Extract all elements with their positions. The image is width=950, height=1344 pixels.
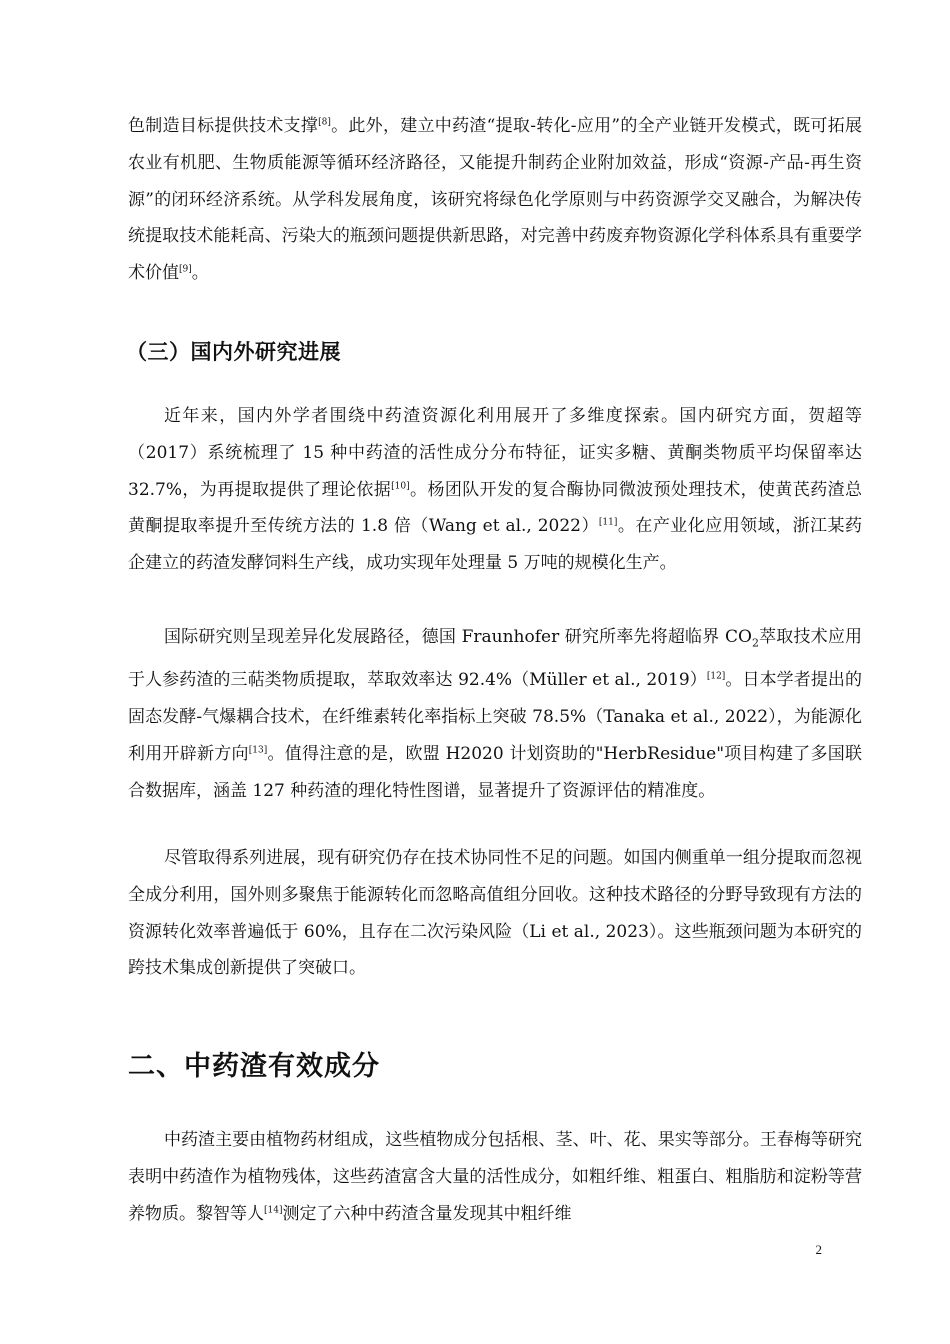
text-run: 。值得注意的是，欧盟 H2020 计划资助的"HerbResidue"项目构建了多国联合数据库，涵盖 127 种药渣的理化特性图谱，显著提升了资源评估的精准度。: [128, 743, 862, 801]
citation: [11]: [598, 517, 618, 528]
text-run: 萃取技术应用于人参药渣的三萜类物质提取，萃取效率达 92.4%（Müller et al., 2019）: [128, 627, 863, 691]
citation: [10]: [391, 480, 410, 491]
paragraph-components: [128, 1122, 862, 1232]
page-number-text: 2: [815, 1242, 822, 1257]
paragraph-domestic: [128, 398, 862, 582]
text-run: 中药渣主要由植物药材组成，这些植物成分包括根、茎、叶、花、果实等部分。王春梅等研究表明中药渣作为植物残体，这些药渣富含大量的活性成分，如粗纤维、粗蛋白、粗脂肪和淀粉等营养物质。黎智等人: [128, 1130, 862, 1224]
text-run: 。日本学者提出的固态发酵-气爆耦合技术，在纤维素转化率指标上突破 78.5%（Tanaka et al., 2022），为能源化利用开辟新方向: [128, 670, 862, 764]
chapter-heading: 二、中药渣有效成分: [128, 1051, 380, 1082]
paragraph-international: [128, 619, 862, 809]
text-run: 国际研究则呈现差异化发展路径，德国 Fraunhofer 研究所率先将超临界 CO: [164, 627, 752, 647]
paragraph-intro: [128, 108, 862, 292]
paragraph-challenges: [128, 840, 862, 987]
text-run: 。: [191, 263, 209, 284]
text-run: 。杨团队开发的复合酶协同微波预处理技术，使黄芪药渣总黄酮提取率提升至传统方法的 1.8 倍（Wang et al., 2022）: [128, 479, 862, 537]
page-number: [0, 1242, 822, 1258]
subscript: 2: [751, 636, 759, 650]
citation: [12]: [706, 671, 726, 682]
text-run: 。在产业化应用领域，浙江某药企建立的药渣发酵饲料生产线，成功实现年处理量 5 万吨的规模化生产。: [128, 516, 862, 574]
citation: [13]: [248, 745, 268, 756]
text-run: 测定了六种中药渣含量发现其中粗纤维: [282, 1203, 572, 1224]
citation: [14]: [264, 1204, 283, 1215]
section-heading: （三）国内外研究进展: [126, 340, 341, 364]
text-run: 尽管取得系列进展，现有研究仍存在技术协同性不足的问题。如国内侧重单一组分提取而忽视全成分利用，国外则多聚焦于能源转化而忽略高值组分回收。这种技术路径的分野导致现有方法的资源转化效率普遍低于 60%，且存在二次污染风险（Li et al., 2023）。这些瓶颈问题为本研究的跨技术集成创新提供了突破口。: [128, 848, 862, 979]
text-run: 近年来，国内外学者围绕中药渣资源化利用展开了多维度探索。国内研究方面，贺超等（2017）系统梳理了 15 种中药渣的活性成分分布特征，证实多糖、黄酮类物质平均保留率达 32.7%，为再提取提供了理论依据: [128, 406, 862, 500]
text-run: 。此外，建立中药渣“提取-转化-应用”的全产业链开发模式，既可拓展农业有机肥、生物质能源等循环经济路径，又能提升制药企业附加效益，形成“资源-产品-再生资源”的闭环经济系统。从学科发展角度，该研究将绿色化学原则与中药资源学交叉融合，为解决传统提取技术能耗高、污染大的瓶颈问题提供新思路，对完善中药废弃物资源化学科体系具有重要学术价值: [128, 116, 862, 284]
text-run: 色制造目标提供技术支撑: [128, 116, 319, 136]
citation: [9]: [179, 264, 192, 275]
citation: [8]: [318, 117, 331, 128]
